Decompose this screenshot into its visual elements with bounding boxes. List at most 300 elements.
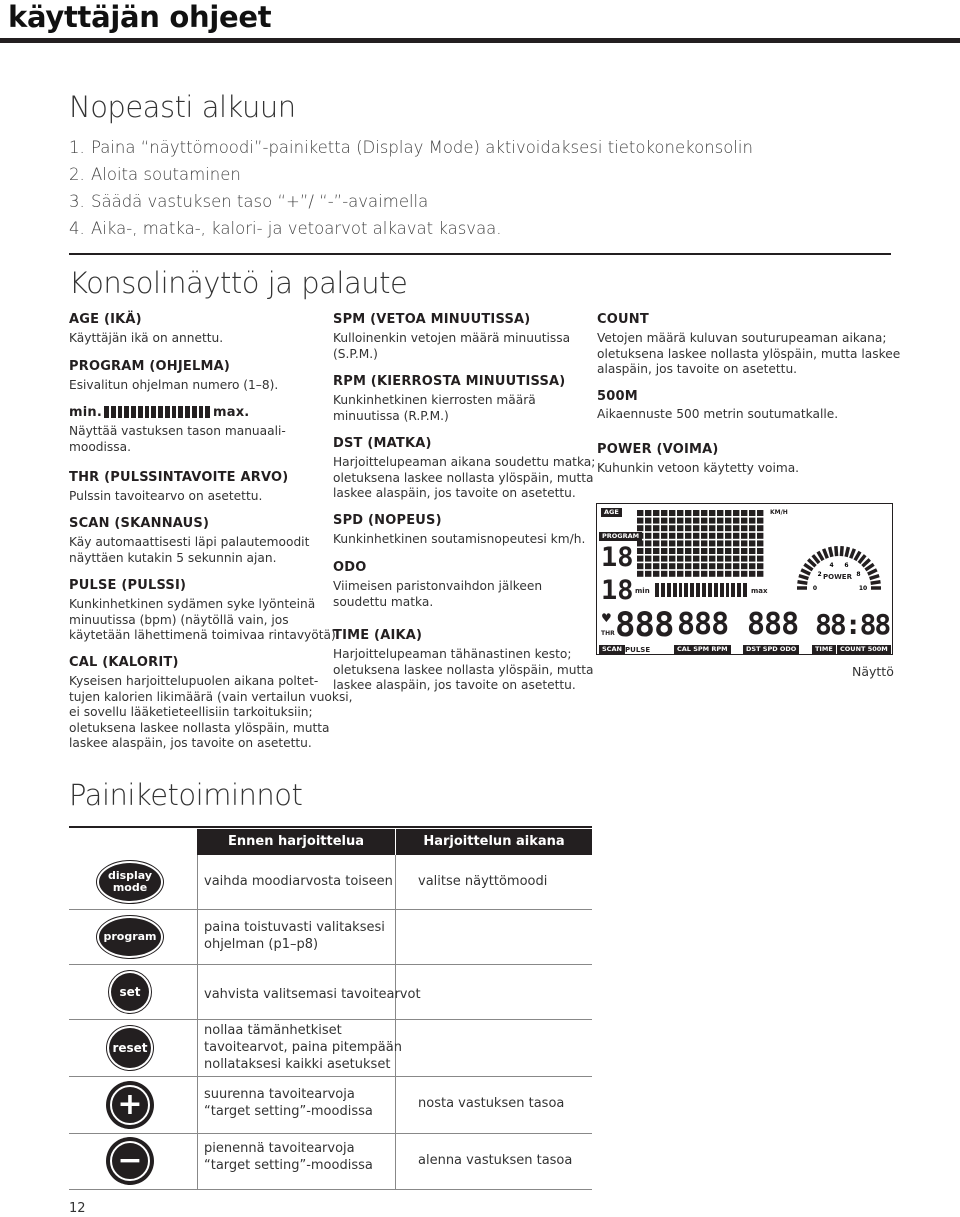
matrix-cell [677, 518, 683, 524]
pulse-label: PULSE (PULSSI) [69, 578, 187, 593]
display-mode-during: valitse näyttömoodi [418, 874, 548, 889]
gauge-segment [824, 549, 828, 558]
matrix-cell [757, 525, 763, 531]
lcd-count-500m-tag: COUNT 500M [837, 645, 891, 654]
matrix-cell [725, 571, 731, 577]
matrix-cell [733, 563, 739, 569]
matrix-cell [733, 525, 739, 531]
scan-desc: Käy automaattisesti läpi palautemoodit näyttäen kutakin 5 sekunnin ajan. [69, 535, 310, 565]
matrix-cell [637, 525, 643, 531]
lcd-time-digits: 88:88 [815, 608, 890, 641]
matrix-cell [733, 556, 739, 562]
table-row-sep [69, 909, 592, 910]
matrix-cell [693, 571, 699, 577]
gauge-segment [818, 552, 823, 561]
matrix-cell [653, 548, 659, 554]
matrix-cell [653, 518, 659, 524]
matrix-cell [645, 563, 651, 569]
time-desc: Harjoittelupeaman tähänastinen kesto; oletuksena laskee nollasta ylöspäin, mutta laskee alaspäin, jos tavoite on asetettu. [333, 647, 594, 693]
matrix-cell [749, 525, 755, 531]
level-max-label: max. [213, 405, 250, 420]
level-min-label: min. [69, 405, 102, 420]
col-during-header: Harjoittelun aikana [396, 829, 592, 855]
minus-icon: − [110, 1141, 150, 1181]
matrix-cell [749, 571, 755, 577]
program-desc: Esivalitun ohjelman numero (1–8). [69, 378, 279, 392]
reset-button[interactable] [106, 1025, 154, 1071]
lcd-level-digits: 18 [601, 575, 634, 606]
lcd-age-tag: AGE [601, 508, 622, 517]
cal-desc: Kyseisen harjoittelupuolen aikana poltet- tujen kalorien likimäärä (vain vertailun vuoksi, ei sovellu lääketieteellisiin tarkoituksiin; oletuksena laskee nollasta ylöspäin, mutta laskee alaspäin, jos tavoite on asetettu. [69, 674, 353, 751]
plus-icon: + [110, 1085, 150, 1125]
lcd-program-digits: 18 [601, 542, 634, 573]
odo-desc: Viimeisen paristonvaihdon jälkeen soudettu matka. [333, 579, 543, 609]
lcd-caption: Näyttö [852, 664, 894, 679]
matrix-cell [741, 518, 747, 524]
matrix-cell [637, 518, 643, 524]
matrix-cell [741, 563, 747, 569]
matrix-cell [685, 556, 691, 562]
thr-label: THR (PULSSINTAVOITE ARVO) [69, 470, 289, 485]
lcd-time-tag: TIME [812, 645, 836, 654]
level-segment [696, 583, 700, 597]
matrix-cell [661, 525, 667, 531]
matrix-cell [741, 548, 747, 554]
heart-icon: ♥ [601, 611, 612, 625]
gauge-segment [855, 552, 860, 561]
gauge-segment [836, 546, 837, 556]
matrix-cell [693, 525, 699, 531]
quick-start-step-1: 1. Paina “näyttömoodi”-painiketta (Display Mode) aktivoidaksesi tietokonekonsolin [69, 138, 753, 157]
table-vline-1 [197, 855, 198, 1190]
matrix-cell [661, 571, 667, 577]
level-segment [111, 406, 116, 418]
program-before: paina toistuvasti valitaksesi ohjelman (p1–p8) [204, 920, 385, 952]
level-desc: Näyttää vastuksen tason manuaali- moodissa. [69, 424, 286, 454]
matrix-cell [685, 533, 691, 539]
matrix-cell [669, 525, 675, 531]
table-row-sep [69, 1189, 592, 1190]
matrix-cell [685, 548, 691, 554]
gauge-segment [851, 549, 855, 558]
matrix-cell [733, 540, 739, 546]
matrix-cell [709, 525, 715, 531]
matrix-cell [701, 556, 707, 562]
matrix-cell [701, 540, 707, 546]
gauge-segment [830, 547, 832, 557]
plus-button[interactable] [106, 1081, 154, 1129]
matrix-cell [717, 571, 723, 577]
col-before-header: Ennen harjoittelua [197, 829, 395, 855]
matrix-cell [693, 548, 699, 554]
power-label: POWER (VOIMA) [597, 442, 719, 457]
matrix-cell [725, 510, 731, 516]
matrix-cell [661, 540, 667, 546]
age-label: AGE (IKÄ) [69, 312, 142, 327]
lcd-min-label: min [635, 587, 650, 595]
matrix-cell [669, 540, 675, 546]
gauge-tick-label: 0 [812, 585, 818, 592]
count-desc: Vetojen määrä kuluvan souturupeaman aikana; oletuksena laskee nollasta ylöspäin, mutta laskee alaspäin, jos tavoite on asetettu. [597, 331, 901, 377]
matrix-cell [693, 533, 699, 539]
matrix-cell [725, 540, 731, 546]
display-mode-button[interactable] [96, 860, 164, 904]
program-label: PROGRAM (OHJELMA) [69, 359, 231, 374]
quick-start-step-3: 3. Säädä vastuksen taso “+”/ “-”-avaimella [69, 192, 429, 211]
matrix-cell [741, 525, 747, 531]
matrix-cell [741, 556, 747, 562]
matrix-cell [725, 548, 731, 554]
lcd-dot-matrix [635, 508, 765, 588]
table-row-sep [69, 964, 592, 965]
gauge-segment [804, 564, 812, 570]
matrix-cell [661, 510, 667, 516]
matrix-cell [741, 540, 747, 546]
matrix-cell [637, 556, 643, 562]
level-segment [684, 583, 688, 597]
lcd-pulse-label: PULSE [625, 646, 651, 654]
gauge-segment [813, 555, 819, 563]
time-label: TIME (AIKA) [333, 628, 423, 643]
matrix-cell [677, 548, 683, 554]
pulse-desc: Kunkinhetkinen sydämen syke lyönteinä minuutissa (bpm) (näytöllä vain, jos käytetään lähettimenä toimivaa rintavyötä). [69, 597, 340, 643]
level-segment [731, 583, 735, 597]
reset-before: nollaa tämänhetkiset tavoitearvot, paina pitempään nollataksesi kaikki asetukset [204, 1023, 402, 1072]
level-bar [104, 406, 210, 418]
display-mode-before: vaihda moodiarvosta toiseen [204, 874, 393, 889]
section-rule [69, 253, 891, 255]
matrix-cell [757, 548, 763, 554]
level-segment [192, 406, 197, 418]
matrix-cell [709, 518, 715, 524]
matrix-cell [701, 571, 707, 577]
lcd-program-tag: PROGRAM [599, 532, 642, 541]
lcd-cal-digits: 888 [677, 607, 729, 642]
m500-label: 500M [597, 389, 638, 404]
matrix-cell [733, 548, 739, 554]
lcd-scan-tag: SCAN [599, 645, 625, 654]
gauge-segment [799, 576, 809, 579]
matrix-cell [653, 563, 659, 569]
gauge-segment [846, 547, 848, 557]
matrix-cell [717, 540, 723, 546]
console-title: Konsolinäyttö ja palaute [69, 266, 408, 300]
matrix-cell [709, 571, 715, 577]
page-number: 12 [69, 1201, 86, 1216]
matrix-cell [717, 518, 723, 524]
level-segment [131, 406, 136, 418]
lcd-level-bar [655, 583, 747, 597]
lcd-power-label: POWER [823, 573, 852, 581]
matrix-cell [725, 563, 731, 569]
lcd-dst-digits: 888 [747, 607, 799, 642]
minus-during: alenna vastuksen tasoa [418, 1153, 573, 1168]
set-button[interactable] [108, 970, 152, 1014]
gauge-segment [801, 570, 810, 574]
gauge-segment [870, 576, 880, 579]
matrix-cell [645, 518, 651, 524]
matrix-cell [741, 533, 747, 539]
matrix-cell [757, 571, 763, 577]
gauge-segment [808, 559, 815, 566]
reset-button-face: reset [109, 1028, 151, 1068]
matrix-cell [709, 540, 715, 546]
dot-matrix-grid [635, 508, 765, 580]
matrix-cell [669, 533, 675, 539]
lcd-thr-label: THR [601, 630, 615, 637]
table-row-sep [69, 1133, 592, 1134]
level-segment [679, 583, 683, 597]
matrix-cell [677, 540, 683, 546]
matrix-cell [749, 540, 755, 546]
matrix-cell [653, 533, 659, 539]
matrix-cell [677, 510, 683, 516]
matrix-cell [685, 525, 691, 531]
level-segment [743, 583, 747, 597]
matrix-cell [685, 571, 691, 577]
matrix-cell [637, 548, 643, 554]
power-desc: Kuhunkin vetoon käytetty voima. [597, 461, 800, 475]
level-segment [138, 406, 143, 418]
matrix-cell [653, 571, 659, 577]
matrix-cell [749, 510, 755, 516]
matrix-cell [669, 510, 675, 516]
level-segment [673, 583, 677, 597]
table-top-rule [69, 826, 592, 828]
matrix-cell [733, 518, 739, 524]
matrix-cell [669, 556, 675, 562]
level-segment [702, 583, 706, 597]
odo-label: ODO [333, 560, 367, 575]
quick-start-title: Nopeasti alkuun [69, 90, 296, 124]
gauge-tick-label: 10 [858, 585, 868, 592]
level-segment [165, 406, 170, 418]
matrix-cell [709, 510, 715, 516]
level-segment [667, 583, 671, 597]
matrix-cell [725, 556, 731, 562]
matrix-cell [669, 518, 675, 524]
level-segment [185, 406, 190, 418]
matrix-cell [653, 525, 659, 531]
level-segment [151, 406, 156, 418]
lcd-pulse-digits: 888 [615, 605, 674, 645]
matrix-cell [693, 510, 699, 516]
matrix-cell [757, 518, 763, 524]
matrix-cell [637, 540, 643, 546]
matrix-cell [685, 518, 691, 524]
header-rule [0, 38, 960, 43]
matrix-cell [693, 518, 699, 524]
matrix-cell [645, 533, 651, 539]
age-desc: Käyttäjän ikä on annettu. [69, 331, 224, 345]
matrix-cell [645, 548, 651, 554]
plus-during: nosta vastuksen tasoa [418, 1096, 565, 1111]
matrix-cell [709, 548, 715, 554]
matrix-cell [709, 563, 715, 569]
matrix-cell [661, 518, 667, 524]
level-segment [104, 406, 109, 418]
level-segment [726, 583, 730, 597]
quick-start-step-4: 4. Aika-, matka-, kalori- ja vetoarvot alkavat kasvaa. [69, 219, 502, 238]
plus-before: suurenna tavoitearvoja “target setting”-moodissa [204, 1087, 373, 1119]
matrix-cell [749, 548, 755, 554]
program-button-face: program [99, 918, 161, 956]
gauge-segment [841, 546, 842, 556]
matrix-cell [709, 556, 715, 562]
matrix-cell [717, 563, 723, 569]
gauge-segment [865, 564, 873, 570]
matrix-cell [645, 525, 651, 531]
level-segment [737, 583, 741, 597]
gauge-segment [871, 582, 881, 583]
matrix-cell [677, 571, 683, 577]
matrix-cell [661, 563, 667, 569]
matrix-cell [677, 533, 683, 539]
matrix-cell [693, 556, 699, 562]
matrix-cell [757, 540, 763, 546]
gauge-tick-label: 8 [856, 570, 861, 578]
spd-desc: Kunkinhetkinen soutamisnopeutesi km/h. [333, 532, 586, 546]
spd-label: SPD (NOPEUS) [333, 513, 442, 528]
matrix-cell [749, 563, 755, 569]
matrix-cell [757, 556, 763, 562]
lcd-dst-spd-odo-tag: DST SPD ODO [743, 645, 799, 654]
quick-start-step-2: 2. Aloita soutaminen [69, 165, 241, 184]
matrix-cell [757, 533, 763, 539]
level-segment [690, 583, 694, 597]
display-mode-button-face: display mode [99, 863, 161, 901]
m500-desc: Aikaennuste 500 metrin soutumatkalle. [597, 407, 839, 421]
level-segment [124, 406, 129, 418]
matrix-cell [717, 548, 723, 554]
level-segment [655, 583, 659, 597]
level-segment [158, 406, 163, 418]
matrix-cell [637, 510, 643, 516]
matrix-cell [749, 556, 755, 562]
matrix-cell [645, 510, 651, 516]
console-lcd-display [596, 503, 893, 655]
matrix-cell [693, 540, 699, 546]
matrix-cell [725, 533, 731, 539]
matrix-cell [717, 525, 723, 531]
level-segment [118, 406, 123, 418]
matrix-cell [637, 563, 643, 569]
level-segment [708, 583, 712, 597]
spm-desc: Kulloinenkin vetojen määrä minuutissa (S.P.M.) [333, 331, 571, 361]
matrix-cell [749, 533, 755, 539]
minus-before: pienennä tavoitearvoja “target setting”-moodissa [204, 1141, 373, 1173]
level-segment [145, 406, 150, 418]
matrix-cell [661, 533, 667, 539]
matrix-cell [685, 540, 691, 546]
table-row-sep [69, 1076, 592, 1077]
thr-desc: Pulssin tavoitearvo on asetettu. [69, 489, 263, 503]
matrix-cell [733, 533, 739, 539]
matrix-cell [645, 540, 651, 546]
matrix-cell [701, 563, 707, 569]
gauge-segment [868, 570, 877, 574]
rpm-label: RPM (KIERROSTA MINUUTISSA) [333, 374, 566, 389]
lcd-power-gauge [789, 526, 889, 606]
matrix-cell [701, 533, 707, 539]
matrix-cell [677, 563, 683, 569]
level-segment [178, 406, 183, 418]
matrix-cell [653, 510, 659, 516]
matrix-cell [677, 525, 683, 531]
header-title: käyttäjän ohjeet [8, 0, 272, 34]
matrix-cell [661, 556, 667, 562]
set-before: vahvista valitsemasi tavoitearvot [204, 987, 421, 1002]
level-segment [720, 583, 724, 597]
rpm-desc: Kunkinhetkinen kierrosten määrä minuutissa (R.P.M.) [333, 393, 536, 423]
matrix-cell [669, 571, 675, 577]
matrix-cell [725, 525, 731, 531]
matrix-cell [709, 533, 715, 539]
matrix-cell [669, 563, 675, 569]
matrix-cell [653, 556, 659, 562]
matrix-cell [685, 510, 691, 516]
count-label: COUNT [597, 312, 649, 327]
matrix-cell [717, 533, 723, 539]
buttons-title: Painiketoiminnot [69, 778, 303, 812]
matrix-cell [701, 510, 707, 516]
matrix-cell [685, 563, 691, 569]
minus-button[interactable] [106, 1137, 154, 1185]
table-row-sep [69, 1019, 592, 1020]
matrix-cell [717, 510, 723, 516]
matrix-cell [717, 556, 723, 562]
dst-label: DST (MATKA) [333, 436, 432, 451]
matrix-cell [701, 518, 707, 524]
spm-label: SPM (VETOA MINUUTISSA) [333, 312, 531, 327]
matrix-cell [677, 556, 683, 562]
gauge-tick-label: 6 [844, 562, 849, 570]
program-button[interactable] [96, 915, 164, 959]
matrix-cell [757, 563, 763, 569]
lcd-max-label: max [751, 587, 768, 595]
matrix-cell [701, 525, 707, 531]
level-segment [199, 406, 204, 418]
gauge-tick-label: 4 [829, 562, 834, 570]
cal-label: CAL (KALORIT) [69, 655, 179, 670]
matrix-cell [645, 571, 651, 577]
matrix-cell [661, 548, 667, 554]
matrix-cell [741, 571, 747, 577]
gauge-segment [862, 559, 869, 566]
matrix-cell [733, 571, 739, 577]
matrix-cell [701, 548, 707, 554]
level-segment [172, 406, 177, 418]
matrix-cell [733, 510, 739, 516]
lcd-kmh-label: KM/H [770, 509, 788, 516]
lcd-cal-spm-rpm-tag: CAL SPM RPM [674, 645, 731, 654]
level-segment [661, 583, 665, 597]
scan-label: SCAN (SKANNAUS) [69, 516, 210, 531]
matrix-cell [757, 510, 763, 516]
level-segment [205, 406, 210, 418]
level-segment [714, 583, 718, 597]
set-button-face: set [111, 973, 149, 1011]
gauge-segment [797, 582, 807, 583]
matrix-cell [645, 556, 651, 562]
matrix-cell [653, 540, 659, 546]
gauge-segment [859, 555, 865, 563]
dst-desc: Harjoittelupeaman aikana soudettu matka; oletuksena laskee nollasta ylöspäin, mutta laskee alaspäin, jos tavoite on asetettu. [333, 455, 596, 501]
gauge-tick-label: 2 [817, 570, 822, 578]
matrix-cell [741, 510, 747, 516]
matrix-cell [637, 571, 643, 577]
matrix-cell [693, 563, 699, 569]
